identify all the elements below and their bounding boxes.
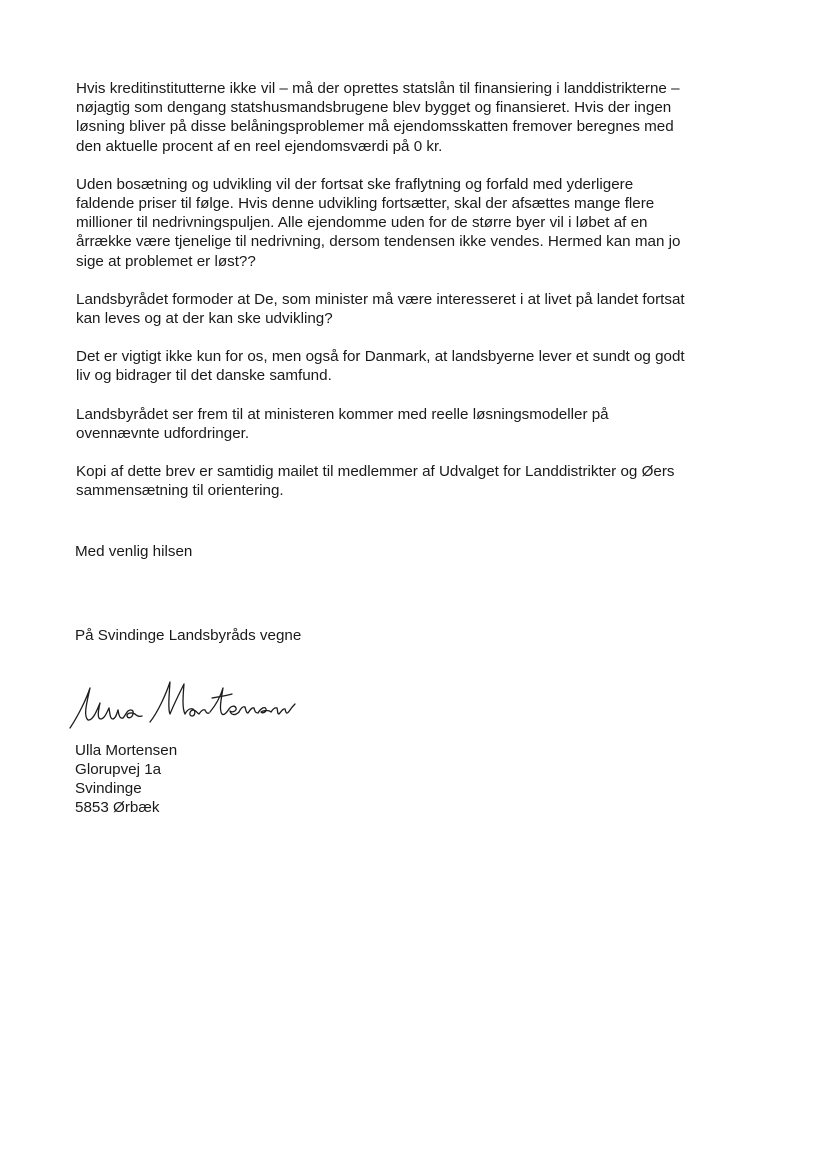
paragraph-minister-interest xyxy=(76,290,766,328)
text-line: kan leves og at der kan ske udvikling? xyxy=(76,310,333,328)
text-line: nøjagtig som dengang statshusmandsbrugene blev bygget og finansieret. Hvis der ingen xyxy=(76,99,672,117)
sender-street: Glorupvej 1a xyxy=(75,761,162,778)
sender-postal: 5853 Ørbæk xyxy=(75,799,160,816)
text-line: Det er vigtigt ikke kun for os, men også for Danmark, at landsbyerne lever et sundt og godt xyxy=(76,348,685,366)
text-line: løsning bliver på disse belåningsproblemer må ejendomsskatten fremover beregnes med xyxy=(76,118,674,136)
sender-name: Ulla Mortensen xyxy=(75,742,178,759)
text-line: Landsbyrådet formoder at De, som minister må være interesseret i at livet på landet fortsat xyxy=(76,290,685,308)
text-line: liv og bidrager til det danske samfund. xyxy=(76,367,332,385)
paragraph-expectation xyxy=(76,405,766,443)
text-line: millioner til nedrivningspuljen. Alle ejendomme uden for de større byer vil i løbet af en xyxy=(76,214,648,232)
sender-address xyxy=(75,741,177,817)
text-line: Landsbyrådet ser frem til at ministeren kommer med reelle løsningsmodeller på xyxy=(76,405,609,423)
text-line: den aktuelle procent af en reel ejendomsværdi på 0 kr. xyxy=(76,137,443,155)
text-line: årrække være tjenelige til nedrivning, dersom tendensen ikke vendes. Hermed kan man jo xyxy=(76,233,681,251)
text-line: sige at problemet er løst?? xyxy=(76,252,256,270)
handwritten-signature xyxy=(66,672,296,734)
text-line: Kopi af dette brev er samtidig mailet til medlemmer af Udvalget for Landdistrikter og Øers xyxy=(76,463,675,481)
paragraph-financing xyxy=(76,79,766,156)
closing-salutation: Med venlig hilsen xyxy=(75,543,193,560)
text-line: sammensætning til orientering. xyxy=(76,482,284,500)
paragraph-settlement xyxy=(76,175,766,271)
text-line: ovennævnte udfordringer. xyxy=(76,424,250,442)
sender-town: Svindinge xyxy=(75,780,142,797)
text-line: Uden bosætning og udvikling vil der fortsat ske fraflytning og forfald med yderligere xyxy=(76,175,634,193)
text-line: faldende priser til følge. Hvis denne udvikling fortsætter, skal der afsættes mange flere xyxy=(76,195,655,213)
letter-body xyxy=(76,79,766,519)
paragraph-copy-notice xyxy=(76,462,766,500)
paragraph-importance xyxy=(76,347,766,385)
on-behalf-line: På Svindinge Landsbyråds vegne xyxy=(75,627,302,644)
text-line: Hvis kreditinstitutterne ikke vil – må der oprettes statslån til finansiering i landdistrikterne – xyxy=(76,80,680,97)
